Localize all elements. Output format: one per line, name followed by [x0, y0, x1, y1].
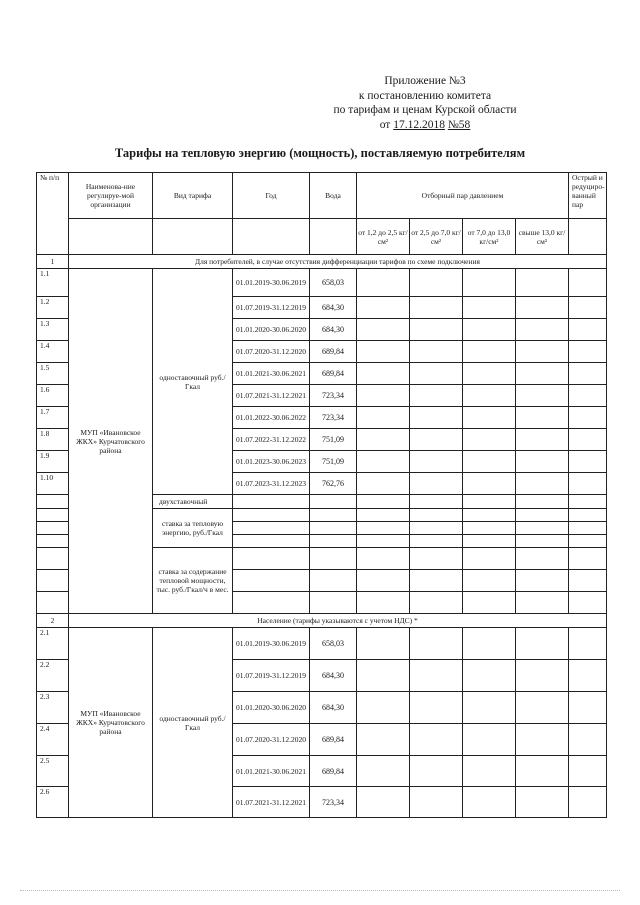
- empty-cell: [516, 535, 569, 548]
- empty-cell: [569, 269, 607, 297]
- empty-cell: [516, 297, 569, 319]
- empty-cell: [410, 787, 463, 818]
- empty-cell: [569, 787, 607, 818]
- table-row: [37, 269, 607, 297]
- col-water-header: Вода: [310, 173, 357, 219]
- tariff-type: одноставочный руб./Гкал: [153, 628, 233, 818]
- empty-cell: [463, 341, 516, 363]
- col-org-header: Наименова-ние регулируе-мой организации: [69, 173, 153, 219]
- empty-cell: [463, 495, 516, 509]
- row-number: 1.1: [37, 269, 69, 297]
- row-number: 1.5: [37, 363, 69, 385]
- empty-cell: [357, 451, 410, 473]
- empty-cell: [569, 628, 607, 660]
- empty-cell: [357, 385, 410, 407]
- committee-label: по тарифам и ценам Курской области: [333, 104, 517, 116]
- empty-cell: [410, 363, 463, 385]
- empty-cell: [516, 269, 569, 297]
- empty-cell: [410, 692, 463, 724]
- table-row: [37, 628, 607, 660]
- resolution-number: №58: [447, 118, 471, 131]
- empty-cell: [410, 319, 463, 341]
- steam-pressure-header: от 1,2 до 2,5 кг/см²: [357, 219, 410, 255]
- empty-cell: [463, 628, 516, 660]
- section-number: 1: [37, 255, 69, 269]
- empty-cell: [357, 535, 410, 548]
- empty-cell: [410, 473, 463, 495]
- empty-cell: [516, 692, 569, 724]
- empty-cell: [233, 219, 310, 255]
- empty-cell: [69, 219, 153, 255]
- water-value: 689,84: [310, 363, 357, 385]
- empty-cell: [463, 473, 516, 495]
- empty-cell: [410, 269, 463, 297]
- empty-cell: [410, 628, 463, 660]
- steam-pressure-header: свыше 13,0 кг/см²: [516, 219, 569, 255]
- tariff-type: одноставочный руб./Гкал: [153, 269, 233, 495]
- empty-cell: [233, 522, 310, 535]
- empty-cell: [463, 363, 516, 385]
- empty-cell: [410, 548, 463, 570]
- empty-cell: [516, 473, 569, 495]
- section-title: Население (тарифы указываются с учетом НДС) *: [69, 614, 607, 628]
- empty-cell: [357, 592, 410, 614]
- empty-cell: [357, 724, 410, 756]
- tariff-table: [36, 172, 607, 818]
- period: 01.07.2021-31.12.2021: [233, 385, 310, 407]
- row-number: 2.2: [37, 660, 69, 692]
- empty-cell: [516, 592, 569, 614]
- table-row: [37, 614, 607, 628]
- empty-cell: [463, 522, 516, 535]
- empty-cell: [569, 219, 607, 255]
- empty-cell: [357, 756, 410, 787]
- empty-cell: [516, 319, 569, 341]
- row-number: 2.3: [37, 692, 69, 724]
- document-header: [290, 74, 560, 132]
- empty-cell: [569, 592, 607, 614]
- empty-cell: [410, 592, 463, 614]
- water-value: 751,09: [310, 451, 357, 473]
- empty-cell: [410, 407, 463, 429]
- resolution-date: 17.12.2018: [393, 118, 445, 131]
- period: 01.01.2021-30.06.2021: [233, 363, 310, 385]
- empty-cell: [516, 628, 569, 660]
- empty-cell: [569, 548, 607, 570]
- empty-cell: [410, 297, 463, 319]
- empty-cell: [357, 787, 410, 818]
- empty-cell: [569, 509, 607, 522]
- empty-cell: [569, 756, 607, 787]
- empty-cell: [463, 570, 516, 592]
- period: 01.01.2021-30.06.2021: [233, 756, 310, 787]
- empty-cell: [357, 363, 410, 385]
- water-value: 723,34: [310, 787, 357, 818]
- water-value: 684,30: [310, 692, 357, 724]
- empty-cell: [569, 451, 607, 473]
- empty-cell: [463, 592, 516, 614]
- empty-cell: [233, 535, 310, 548]
- empty-cell: [37, 570, 69, 592]
- appendix-label: Приложение №3: [384, 75, 466, 87]
- period: 01.01.2020-30.06.2020: [233, 692, 310, 724]
- empty-cell: [516, 660, 569, 692]
- empty-cell: [569, 429, 607, 451]
- empty-cell: [37, 522, 69, 535]
- row-number: 1.6: [37, 385, 69, 407]
- empty-cell: [569, 407, 607, 429]
- empty-cell: [516, 570, 569, 592]
- empty-cell: [233, 570, 310, 592]
- empty-cell: [310, 570, 357, 592]
- empty-cell: [569, 385, 607, 407]
- period: 01.01.2019-30.06.2019: [233, 628, 310, 660]
- empty-cell: [463, 535, 516, 548]
- empty-cell: [357, 495, 410, 509]
- col-num-header: № п/п: [37, 173, 69, 255]
- empty-cell: [463, 269, 516, 297]
- col-year-header: Год: [233, 173, 310, 219]
- empty-cell: [516, 509, 569, 522]
- row-number: 1.3: [37, 319, 69, 341]
- empty-cell: [569, 692, 607, 724]
- water-value: 689,84: [310, 756, 357, 787]
- empty-cell: [463, 451, 516, 473]
- water-value: 658,03: [310, 269, 357, 297]
- empty-cell: [37, 509, 69, 522]
- empty-cell: [516, 787, 569, 818]
- empty-cell: [357, 660, 410, 692]
- two-rate-label: двухставочный: [153, 495, 233, 509]
- empty-cell: [569, 660, 607, 692]
- power-rate-label: ставка за содержание тепловой мощности, тыс. руб./Гкал/ч в мес.: [153, 548, 233, 614]
- empty-cell: [516, 451, 569, 473]
- row-number: 1.8: [37, 429, 69, 451]
- empty-cell: [357, 269, 410, 297]
- document-title: Тарифы на тепловую энергию (мощность), поставляемую потребителям: [114, 146, 526, 160]
- empty-cell: [357, 319, 410, 341]
- col-sharp-steam-header: Острый и редуциро-ванный пар: [569, 173, 607, 219]
- empty-cell: [37, 548, 69, 570]
- row-number: 2.5: [37, 756, 69, 787]
- period: 01.01.2023-30.06.2023: [233, 451, 310, 473]
- period: 01.07.2023-31.12.2023: [233, 473, 310, 495]
- empty-cell: [569, 363, 607, 385]
- empty-cell: [463, 548, 516, 570]
- period: 01.01.2020-30.06.2020: [233, 319, 310, 341]
- empty-cell: [463, 660, 516, 692]
- table-row: [37, 255, 607, 269]
- empty-cell: [37, 495, 69, 509]
- table-row: [37, 219, 607, 255]
- organization-name: МУП «Ивановское ЖКХ» Курчатовского района: [69, 628, 153, 818]
- empty-cell: [310, 219, 357, 255]
- empty-cell: [516, 756, 569, 787]
- empty-cell: [463, 509, 516, 522]
- water-value: 684,30: [310, 660, 357, 692]
- water-value: 684,30: [310, 319, 357, 341]
- col-type-header: Вид тарифа: [153, 173, 233, 219]
- empty-cell: [357, 341, 410, 363]
- empty-cell: [516, 429, 569, 451]
- empty-cell: [410, 570, 463, 592]
- empty-cell: [516, 407, 569, 429]
- period: 01.01.2022-30.06.2022: [233, 407, 310, 429]
- empty-cell: [357, 522, 410, 535]
- row-number: 2.6: [37, 787, 69, 818]
- water-value: 723,34: [310, 385, 357, 407]
- empty-cell: [410, 724, 463, 756]
- period: 01.07.2021-31.12.2021: [233, 787, 310, 818]
- empty-cell: [310, 495, 357, 509]
- empty-cell: [357, 692, 410, 724]
- empty-cell: [516, 522, 569, 535]
- empty-cell: [569, 319, 607, 341]
- empty-cell: [463, 297, 516, 319]
- resolution-label: к постановлению комитета: [358, 89, 492, 102]
- empty-cell: [410, 535, 463, 548]
- empty-cell: [569, 473, 607, 495]
- table-row: [37, 173, 607, 219]
- period: 01.07.2022-31.12.2022: [233, 429, 310, 451]
- empty-cell: [410, 451, 463, 473]
- empty-cell: [310, 592, 357, 614]
- period: 01.01.2019-30.06.2019: [233, 269, 310, 297]
- empty-cell: [357, 509, 410, 522]
- empty-cell: [410, 341, 463, 363]
- empty-cell: [516, 363, 569, 385]
- period: 01.07.2019-31.12.2019: [233, 297, 310, 319]
- empty-cell: [569, 297, 607, 319]
- empty-cell: [310, 548, 357, 570]
- section-number: 2: [37, 614, 69, 628]
- empty-cell: [233, 495, 310, 509]
- row-number: 1.2: [37, 297, 69, 319]
- empty-cell: [569, 341, 607, 363]
- empty-cell: [233, 509, 310, 522]
- empty-cell: [310, 535, 357, 548]
- row-number: 2.1: [37, 628, 69, 660]
- period: 01.07.2020-31.12.2020: [233, 724, 310, 756]
- row-number: 2.4: [37, 724, 69, 756]
- empty-cell: [37, 592, 69, 614]
- page-edge: [20, 890, 620, 892]
- row-number: 1.9: [37, 451, 69, 473]
- empty-cell: [357, 473, 410, 495]
- empty-cell: [569, 570, 607, 592]
- period: 01.07.2019-31.12.2019: [233, 660, 310, 692]
- empty-cell: [463, 692, 516, 724]
- empty-cell: [233, 592, 310, 614]
- empty-cell: [153, 219, 233, 255]
- empty-cell: [569, 535, 607, 548]
- empty-cell: [357, 570, 410, 592]
- empty-cell: [463, 756, 516, 787]
- resolution-date-line: [290, 118, 560, 133]
- empty-cell: [410, 509, 463, 522]
- empty-cell: [516, 341, 569, 363]
- row-number: 1.7: [37, 407, 69, 429]
- empty-cell: [463, 385, 516, 407]
- period: 01.07.2020-31.12.2020: [233, 341, 310, 363]
- row-number: 1.4: [37, 341, 69, 363]
- empty-cell: [357, 628, 410, 660]
- water-value: 684,30: [310, 297, 357, 319]
- empty-cell: [569, 522, 607, 535]
- empty-cell: [310, 509, 357, 522]
- section-title: Для потребителей, в случае отсутствия дифференциации тарифов по схеме подключения: [69, 255, 607, 269]
- row-number: 1.10: [37, 473, 69, 495]
- empty-cell: [410, 429, 463, 451]
- empty-cell: [463, 787, 516, 818]
- water-value: 723,34: [310, 407, 357, 429]
- water-value: 762,76: [310, 473, 357, 495]
- empty-cell: [463, 319, 516, 341]
- empty-cell: [410, 495, 463, 509]
- col-steam-header: Отборный пар давлением: [357, 173, 569, 219]
- empty-cell: [516, 495, 569, 509]
- empty-cell: [37, 535, 69, 548]
- empty-cell: [233, 548, 310, 570]
- water-value: 751,09: [310, 429, 357, 451]
- empty-cell: [410, 522, 463, 535]
- empty-cell: [357, 297, 410, 319]
- empty-cell: [463, 429, 516, 451]
- empty-cell: [516, 385, 569, 407]
- empty-cell: [463, 407, 516, 429]
- water-value: 689,84: [310, 724, 357, 756]
- empty-cell: [357, 407, 410, 429]
- empty-cell: [569, 495, 607, 509]
- water-value: 658,03: [310, 628, 357, 660]
- empty-cell: [410, 756, 463, 787]
- empty-cell: [357, 429, 410, 451]
- empty-cell: [516, 724, 569, 756]
- from-label: от: [379, 118, 391, 131]
- water-value: 689,84: [310, 341, 357, 363]
- organization-name: МУП «Ивановское ЖКХ» Курчатовского района: [69, 269, 153, 614]
- steam-pressure-header: от 7,0 до 13,0 кг/см²: [463, 219, 516, 255]
- empty-cell: [310, 522, 357, 535]
- steam-pressure-header: от 2,5 до 7,0 кг/см²: [410, 219, 463, 255]
- empty-cell: [463, 724, 516, 756]
- empty-cell: [569, 724, 607, 756]
- empty-cell: [516, 548, 569, 570]
- empty-cell: [410, 660, 463, 692]
- energy-rate-label: ставка за тепловую энергию, руб./Гкал: [153, 509, 233, 548]
- empty-cell: [357, 548, 410, 570]
- empty-cell: [410, 385, 463, 407]
